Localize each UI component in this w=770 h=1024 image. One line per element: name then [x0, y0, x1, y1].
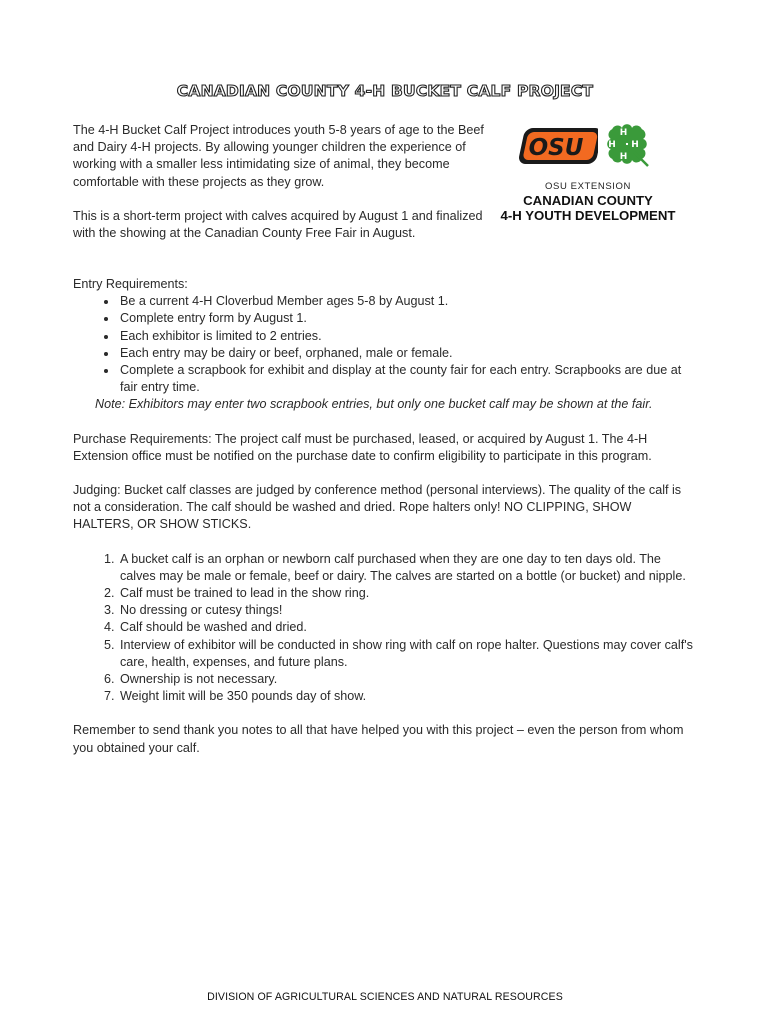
list-item: • Each exhibitor is limited to 2 entries.	[118, 328, 693, 345]
list-item: 3. No dressing or cutesy things!	[118, 602, 693, 619]
osu-4h-logo	[488, 118, 688, 228]
purchase-requirements: Purchase Requirements: The project calf must be purchased, leased, or acquired by August 1. The 4-H Extension office must be notified on the purchase date to confirm eligibility to participate in this program.	[73, 431, 652, 463]
page-title: CANADIAN COUNTY 4-H BUCKET CALF PROJECT	[176, 82, 594, 100]
entry-heading: Entry Requirements:	[73, 277, 188, 291]
youth-development-label: 4-H YOUTH DEVELOPMENT	[500, 208, 676, 223]
clover-letter: H	[619, 152, 628, 162]
clover-letter: H	[608, 140, 616, 150]
intro-paragraph: This is a short-term project with calves acquired by August 1 and finalized with the showing at the Canadian County Free Fair in August.	[73, 208, 483, 241]
closing-paragraph: Remember to send thank you notes to all that have helped you with this project – even the person from whom you obtained your calf.	[73, 723, 684, 755]
list-item: 2. Calf must be trained to lead in the show ring.	[118, 585, 693, 602]
osu-logo-text: OSU	[528, 135, 584, 161]
clover-letter: H	[619, 128, 628, 138]
list-item: • Each entry may be dairy or beef, orphaned, male or female.	[118, 345, 693, 362]
clover-letter: H	[631, 140, 639, 150]
list-item: 6. Ownership is not necessary.	[118, 671, 693, 688]
list-item: 4. Calf should be washed and dried.	[118, 619, 693, 636]
judging-intro: Judging: Bucket calf classes are judged by conference method (personal interviews). The quality of the calf is not a consideration. The calf should be washed and dried. Rope halters only! NO CLIPPING, SHOW HALTERS, OR SHOW STICKS.	[73, 483, 682, 532]
four-h-clover-icon	[600, 120, 654, 170]
judging-list	[73, 551, 693, 706]
list-item: 1. A bucket calf is an orphan or newborn calf purchased when they are one day to ten days old. The calves may be male or female, beef or dairy. The calves are started on a bottle (or bucket) and nipple.	[118, 551, 693, 585]
footer-division: DIVISION OF AGRICULTURAL SCIENCES AND NATURAL RESOURCES	[207, 991, 563, 1003]
exhibitor-note: Note: Exhibitors may enter two scrapbook entries, but only one bucket calf may be shown at the fair.	[95, 397, 653, 412]
list-item: • Complete entry form by August 1.	[118, 310, 693, 327]
list-item: • Complete a scrapbook for exhibit and display at the county fair for each entry. Scrapbooks are due at fair entry time.	[118, 362, 693, 396]
list-item: • Be a current 4-H Cloverbud Member ages 5-8 by August 1.	[118, 293, 693, 310]
extension-label: OSU EXTENSION	[545, 181, 631, 192]
county-label: CANADIAN COUNTY	[523, 193, 653, 208]
list-item: 5. Interview of exhibitor will be conducted in show ring with calf on rope halter. Questions may cover calf's care, health, expenses, and future plans.	[118, 637, 693, 671]
intro-section	[73, 122, 488, 259]
entry-requirements-list	[73, 293, 693, 396]
osu-logo-icon	[516, 124, 598, 168]
main-content	[73, 276, 693, 757]
list-item: 7. Weight limit will be 350 pounds day of show.	[118, 688, 693, 705]
intro-paragraph: The 4-H Bucket Calf Project introduces youth 5-8 years of age to the Beef and Dairy 4-H projects. By allowing younger children the experience of working with a smaller less intimidating size of animal, they become comfortable with these projects as they grow.	[73, 123, 484, 189]
